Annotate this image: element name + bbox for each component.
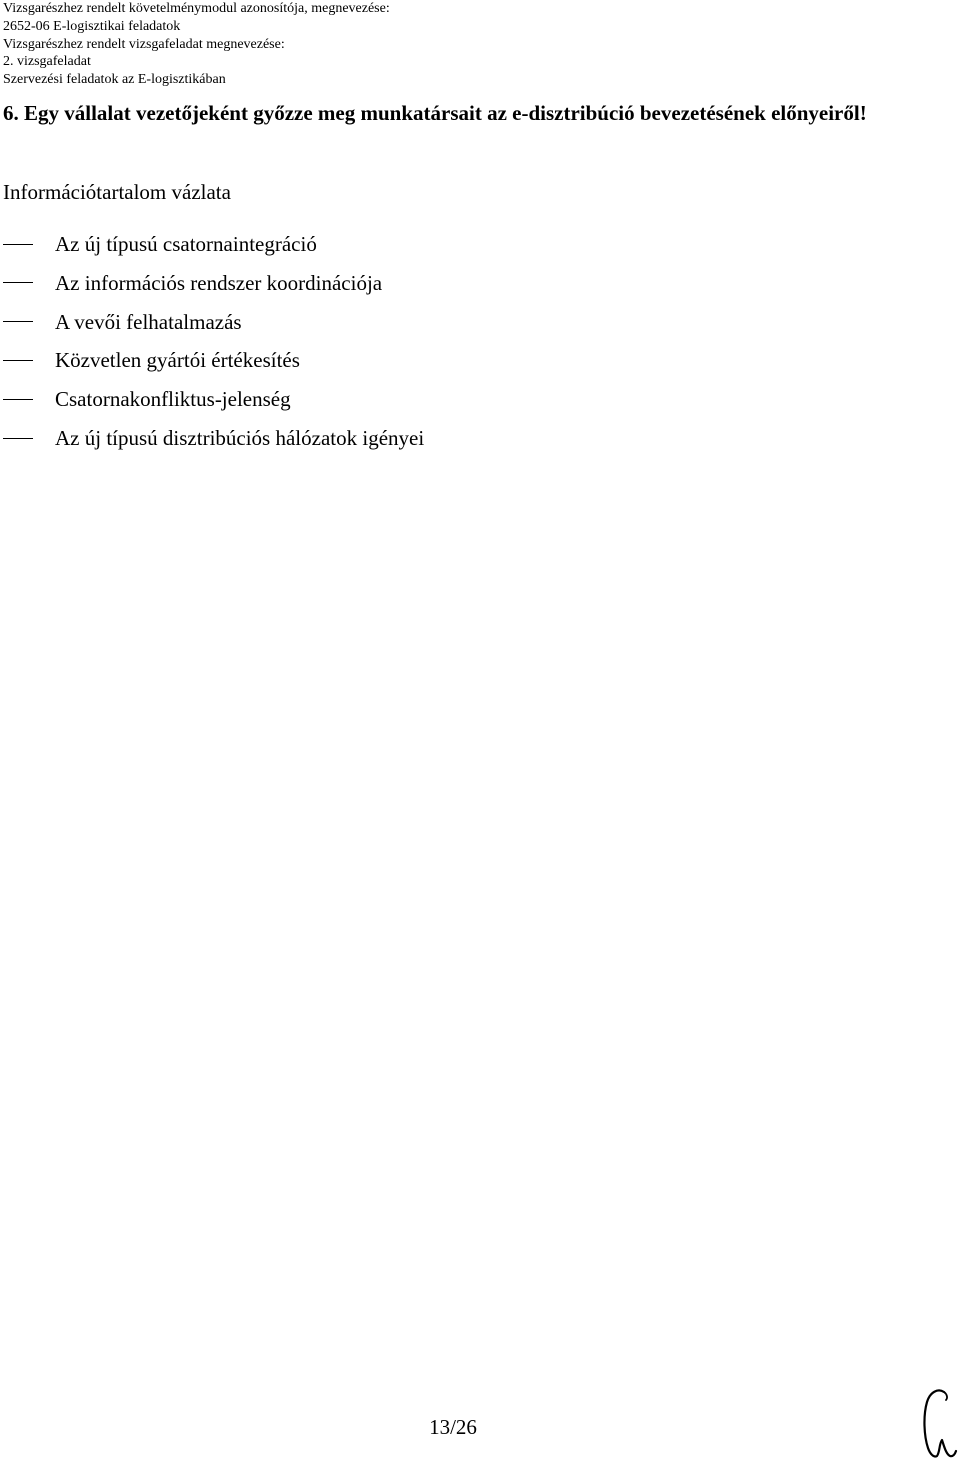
header-module-label: Vizsgarészhez rendelt követelménymodul azonosítója, megnevezése: [3,1,390,16]
list-item [0,268,700,307]
dash-bullet-icon [3,307,33,337]
list-item-text: A vevői felhatalmazás [55,309,242,334]
dash-bullet-icon [3,345,33,375]
page-number: 13/26 [429,1415,477,1439]
question-heading: 6. Egy vállalat vezetőjeként győzze meg munkatársait az e-disztribúció bevezetésének előnyeiről! [3,101,867,125]
list-item [0,307,700,346]
list-item-text: Az új típusú csatornaintegráció [55,232,317,256]
list-item-text: Csatornakonfliktus-jelenség [55,387,291,412]
list-item [0,423,700,462]
header-task-label: Vizsgarészhez rendelt vizsgafeladat megnevezése: [3,36,285,52]
outline-list [0,229,700,462]
dash-bullet-icon [3,229,33,259]
header-module-name: 2652-06 E-logisztikai feladatok [3,18,181,34]
list-item [0,345,700,384]
signature-mark [916,1386,960,1461]
outline-title: Információtartalom vázlata [3,180,231,204]
dash-bullet-icon [3,423,33,453]
list-item-text: Az információs rendszer koordinációja [55,270,383,295]
header-task-number: 2. vizsgafeladat [3,54,91,70]
list-item [0,384,700,423]
list-item-text: Az új típusú disztribúciós hálózatok igényei [55,425,425,450]
header-task-name: Szervezési feladatok az E-logisztikában [3,72,226,88]
list-item-text: Közvetlen gyártói értékesítés [55,348,300,373]
document-header [3,0,943,89]
dash-bullet-icon [3,384,33,414]
list-item [0,229,700,268]
dash-bullet-icon [3,268,33,298]
